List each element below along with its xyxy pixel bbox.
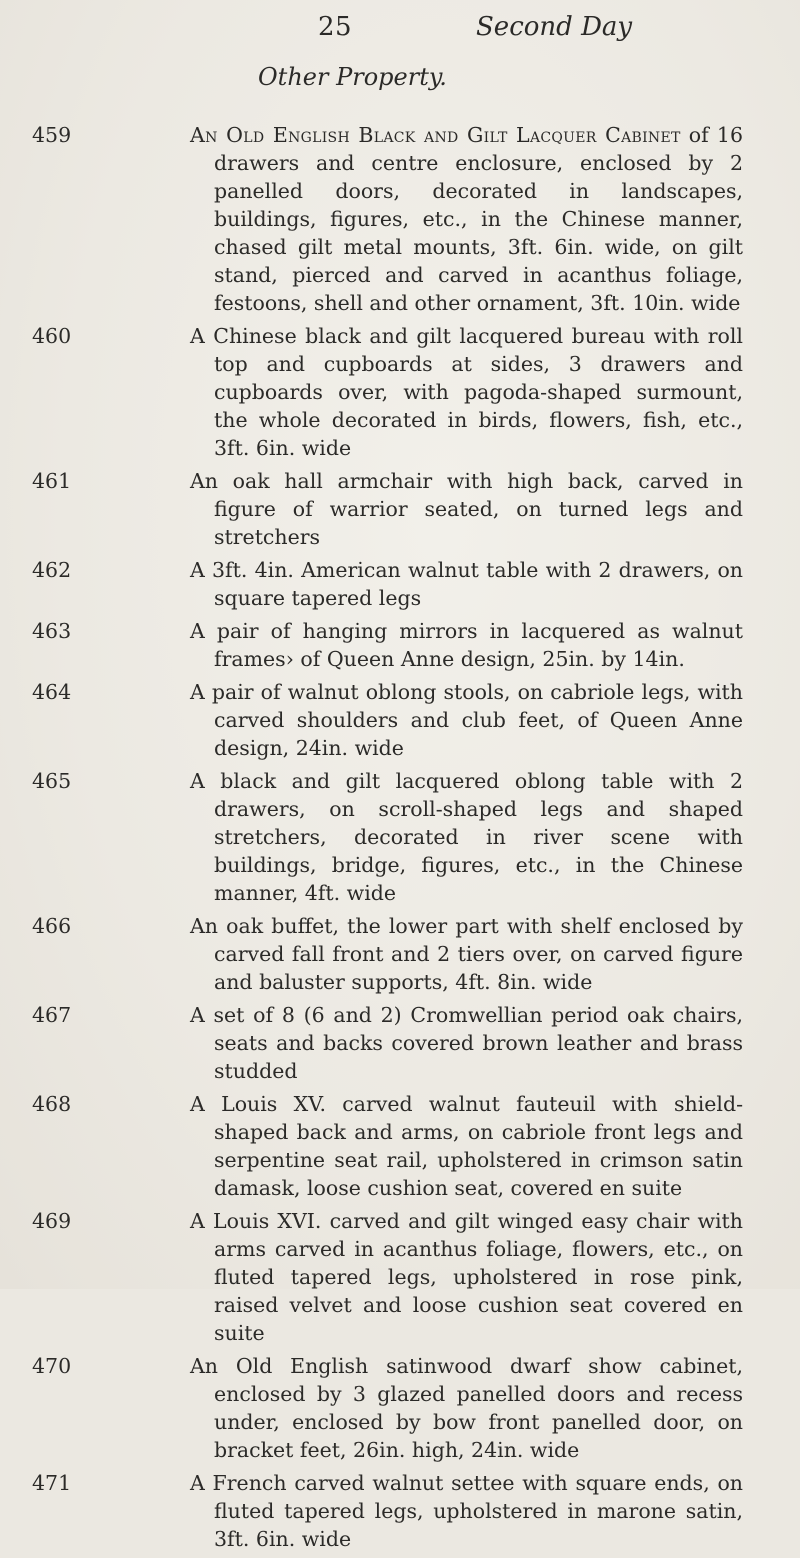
lot-number: 463	[32, 619, 72, 643]
lot-number: 465	[32, 769, 72, 793]
lot-entry	[0, 1352, 800, 1464]
lot-number: 459	[32, 123, 72, 147]
lot-entry	[0, 617, 800, 673]
lot-description: A pair of walnut oblong stools, on cabriole legs, with carved shoulders and club feet, of Queen Anne design, 24in. wide	[190, 680, 743, 760]
lot-entry	[0, 467, 800, 551]
lot-number: 468	[32, 1092, 72, 1116]
lot-body: of 16 drawers and centre enclosure, enclosed by 2 panelled doors, decorated in landscapes, buildings, figures, etc., in the Chinese manner, chased gilt metal mounts, 3ft. 6in. wide, on gilt stand, pierced and carved in acanthus foliage, festoons, shell and other ornament, 3ft. 10in. wide	[214, 123, 743, 315]
lot-number: 460	[32, 324, 72, 348]
lot-description: A French carved walnut settee with square ends, on fluted tapered legs, upholstered in marone satin, 3ft. 6in. wide	[190, 1471, 743, 1551]
lot-lead: An Old English Black and Gilt Lacquer Cabinet	[190, 123, 681, 147]
lot-entry	[0, 912, 800, 996]
lot-number: 464	[32, 680, 72, 704]
lot-number: 469	[32, 1209, 72, 1233]
day-title: Second Day	[476, 12, 633, 42]
lot-description: A black and gilt lacquered oblong table with 2 drawers, on scroll-shaped legs and shaped stretchers, decorated in river scene with buildings, bridge, figures, etc., in the Chinese manner, 4ft. wide	[190, 769, 743, 905]
lot-entry	[0, 1001, 800, 1085]
lot-entry	[0, 678, 800, 762]
lot-description: A Chinese black and gilt lacquered bureau with roll top and cupboards at sides, 3 drawers and cupboards over, with pagoda-shaped surmount, the whole decorated in birds, flowers, fish, etc., 3ft. 6in. wide	[190, 324, 743, 460]
lot-number: 470	[32, 1354, 72, 1378]
lot-entry	[0, 767, 800, 907]
lot-entry	[0, 1469, 800, 1553]
lot-entry	[0, 1207, 800, 1347]
lot-description: A Louis XVI. carved and gilt winged easy chair with arms carved in acanthus foliage, flowers, etc., on fluted tapered legs, upholstered in rose pink, raised velvet and loose cushion seat covered en suite	[190, 1209, 743, 1345]
lot-description: A set of 8 (6 and 2) Cromwellian period oak chairs, seats and backs covered brown leather and brass studded	[190, 1003, 743, 1083]
lot-description: An oak hall armchair with high back, carved in figure of warrior seated, on turned legs and stretchers	[190, 469, 743, 549]
page-number: 25	[318, 12, 353, 42]
running-head	[318, 12, 738, 52]
lot-description: A Louis XV. carved walnut fauteuil with shield-shaped back and arms, on cabriole front legs and serpentine seat rail, upholstered in crimson satin damask, loose cushion seat, covered en suite	[190, 1092, 743, 1200]
lot-number: 462	[32, 558, 72, 582]
lot-number: 461	[32, 469, 72, 493]
lot-entry	[0, 322, 800, 462]
lot-description: An Old English satinwood dwarf show cabinet, enclosed by 3 glazed panelled doors and recess under, enclosed by bow front panelled door, on bracket feet, 26in. high, 24in. wide	[190, 1354, 743, 1462]
lot-number: 467	[32, 1003, 72, 1027]
lot-entry	[0, 556, 800, 612]
lot-list	[0, 121, 800, 1558]
lot-description: An oak buffet, the lower part with shelf enclosed by carved fall front and 2 tiers over, on carved figure and baluster supports, 4ft. 8in. wide	[190, 914, 743, 994]
lot-description: A 3ft. 4in. American walnut table with 2 drawers, on square tapered legs	[190, 558, 743, 610]
lot-description: A pair of hanging mirrors in lacquered as walnut frames› of Queen Anne design, 25in. by 14in.	[190, 619, 743, 671]
lot-entry	[0, 1090, 800, 1202]
lot-entry	[0, 121, 800, 317]
lot-description	[190, 121, 743, 317]
lot-number: 466	[32, 914, 72, 938]
lot-number: 471	[32, 1471, 72, 1495]
section-title: Other Property.	[258, 63, 447, 91]
